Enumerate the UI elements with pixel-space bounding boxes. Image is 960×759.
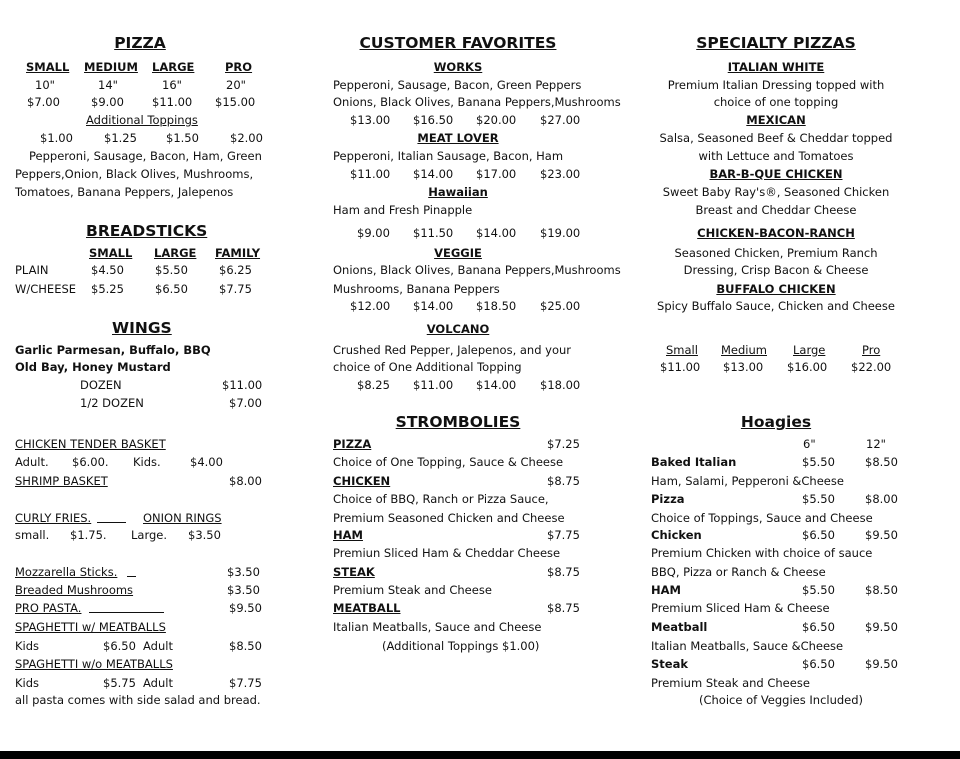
pizza-toppings-line: Peppers,Onion, Black Olives, Mushrooms, [15, 167, 254, 181]
breadsticks-price: $5.25 [91, 282, 124, 296]
specialty-line: Dressing, Crisp Bacon & Cheese [683, 263, 869, 277]
breadsticks-title: BREADSTICKS [86, 222, 208, 240]
veggie-line: Mushrooms, Banana Peppers [333, 282, 500, 296]
spaghetti-with-kids: Kids [15, 639, 40, 653]
hoagie-name: Baked Italian [651, 455, 737, 469]
pizza-inch-large: 16" [162, 78, 182, 92]
specialty-price: $16.00 [787, 360, 828, 374]
hoagie-price-6: $6.50 [802, 528, 835, 542]
pasta-note: all pasta comes with side salad and bread. [15, 693, 261, 707]
meat-lover-price: $17.00 [476, 167, 517, 181]
hoagie-price-12: $9.50 [865, 620, 898, 634]
pizza-size-small: SMALL [26, 60, 70, 74]
pizza-toppings-line: Pepperoni, Sausage, Bacon, Ham, Green [29, 149, 262, 163]
veggie-price: $25.00 [540, 299, 581, 313]
veggie-line: Onions, Black Olives, Banana Peppers,Mushrooms [333, 263, 621, 277]
breadsticks-price: $6.50 [155, 282, 188, 296]
breadsticks-row-label: PLAIN [15, 263, 49, 277]
wings-row-label: 1/2 DOZEN [80, 396, 144, 410]
hoagie-price-12: $8.50 [865, 583, 898, 597]
hoagies-size: 6" [803, 437, 816, 451]
breaded-mushrooms-name: Breaded Mushrooms [15, 583, 134, 597]
hawaiian-name: Hawaiian [428, 185, 488, 199]
spaghetti-with-kids-price: $6.50 [103, 639, 136, 653]
wings-flavors-line: Old Bay, Honey Mustard [15, 360, 171, 374]
stromboli-note: (Additional Toppings $1.00) [382, 639, 540, 653]
mozzarella-underline [127, 576, 136, 577]
hoagies-note: (Choice of Veggies Included) [699, 693, 864, 707]
pizza-add-medium: $1.25 [104, 131, 137, 145]
pizza-price-medium: $9.00 [91, 95, 124, 109]
specialty-price: $13.00 [723, 360, 764, 374]
hoagie-name: Pizza [651, 492, 685, 506]
breadsticks-price: $6.25 [219, 263, 252, 277]
mozzarella-sticks-name: Mozzarella Sticks. [15, 565, 118, 579]
breadsticks-header-large: LARGE [154, 246, 197, 260]
hoagie-name: HAM [651, 583, 681, 597]
veggie-price: $14.00 [413, 299, 454, 313]
specialty-name: BAR-B-QUE CHICKEN [709, 167, 843, 181]
meat-lover-price: $11.00 [350, 167, 391, 181]
specialty-line: Seasoned Chicken, Premium Ranch [674, 246, 878, 260]
hawaiian-price: $19.00 [540, 226, 581, 240]
works-price: $13.00 [350, 113, 391, 127]
breaded-mushrooms-price: $3.50 [227, 583, 260, 597]
works-line: Pepperoni, Sausage, Bacon, Green Peppers [333, 78, 582, 92]
volcano-price: $14.00 [476, 378, 517, 392]
specialty-size: Medium [721, 343, 767, 357]
onion-rings-price: $3.50 [188, 528, 221, 542]
stromboli-name: MEATBALL [333, 601, 401, 615]
pizza-inch-medium: 14" [98, 78, 118, 92]
works-price: $16.50 [413, 113, 454, 127]
spaghetti-without-kids-price: $5.75 [103, 676, 136, 690]
volcano-price: $18.00 [540, 378, 581, 392]
volcano-line: Crushed Red Pepper, Jalepenos, and your [333, 343, 572, 357]
breadsticks-price: $4.50 [91, 263, 124, 277]
stromboli-name: STEAK [333, 565, 375, 579]
pro-pasta-price: $9.50 [229, 601, 262, 615]
hoagies-size: 12" [866, 437, 886, 451]
wings-flavors-line: Garlic Parmesan, Buffalo, BBQ [15, 343, 211, 357]
mozzarella-sticks-price: $3.50 [227, 565, 260, 579]
hawaiian-price: $9.00 [357, 226, 390, 240]
hoagie-price-6: $5.50 [802, 492, 835, 506]
stromboli-price: $7.75 [547, 528, 580, 542]
pizza-additional-label: Additional Toppings [86, 113, 198, 127]
stromboli-desc: Italian Meatballs, Sauce and Cheese [333, 620, 542, 634]
breadsticks-price: $5.50 [155, 263, 188, 277]
stromboli-desc: Premium Seasoned Chicken and Cheese [333, 511, 565, 525]
volcano-price: $11.00 [413, 378, 454, 392]
chicken-tender-kids-label: Kids. [133, 455, 161, 469]
meat-lover-line: Pepperoni, Italian Sausage, Bacon, Ham [333, 149, 564, 163]
pizza-add-pro: $2.00 [230, 131, 263, 145]
hawaiian-line: Ham and Fresh Pinapple [333, 203, 473, 217]
hoagie-desc: BBQ, Pizza or Ranch & Cheese [651, 565, 826, 579]
spaghetti-without-name: SPAGHETTI w/o MEATBALLS [15, 657, 173, 671]
spaghetti-without-kids: Kids [15, 676, 40, 690]
hoagie-name: Meatball [651, 620, 708, 634]
works-price: $27.00 [540, 113, 581, 127]
hoagie-name: Steak [651, 657, 688, 671]
veggie-name: VEGGIE [434, 246, 482, 260]
specialty-line: choice of one topping [713, 95, 839, 109]
breadsticks-header-small: SMALL [89, 246, 133, 260]
pizza-inch-small: 10" [35, 78, 55, 92]
specialty-size: Large [793, 343, 826, 357]
onion-rings-name: ONION RINGS [143, 511, 222, 525]
specialty-line: Salsa, Seasoned Beef & Cheddar topped [659, 131, 893, 145]
hoagie-price-6: $5.50 [802, 583, 835, 597]
pizza-price-large: $11.00 [152, 95, 193, 109]
works-name: WORKS [433, 60, 483, 74]
stromboli-name: HAM [333, 528, 363, 542]
wings-row-label: DOZEN [80, 378, 122, 392]
pizza-size-large: LARGE [152, 60, 195, 74]
works-line: Onions, Black Olives, Banana Peppers,Mushrooms [333, 95, 621, 109]
specialty-line: Spicy Buffalo Sauce, Chicken and Cheese [657, 299, 895, 313]
hoagie-price-12: $9.50 [865, 657, 898, 671]
hoagie-price-12: $8.50 [865, 455, 898, 469]
stromboli-name: CHICKEN [333, 474, 391, 488]
specialty-size: Pro [862, 343, 881, 357]
specialty-name: CHICKEN-BACON-RANCH [697, 226, 855, 240]
pizza-add-large: $1.50 [166, 131, 199, 145]
shrimp-basket-name: SHRIMP BASKET [15, 474, 108, 488]
stromboli-price: $8.75 [547, 565, 580, 579]
pizza-size-medium: MEDIUM [84, 60, 138, 74]
curly-fries-price: $1.75. [70, 528, 107, 542]
specialty-line: Premium Italian Dressing topped with [667, 78, 885, 92]
wings-title: WINGS [112, 319, 172, 337]
stromboli-price: $7.25 [547, 437, 580, 451]
specialty-name: MEXICAN [746, 113, 806, 127]
chicken-tender-adult-label: Adult. [15, 455, 49, 469]
pizza-price-pro: $15.00 [215, 95, 256, 109]
onion-rings-size: Large. [131, 528, 168, 542]
bottom-border [0, 751, 960, 759]
hoagie-desc: Premium Sliced Ham & Cheese [651, 601, 830, 615]
stromboli-name: PIZZA [333, 437, 372, 451]
hoagie-price-12: $8.00 [865, 492, 898, 506]
favorites-title: CUSTOMER FAVORITES [359, 34, 557, 52]
breadsticks-header-family: FAMILY [215, 246, 261, 260]
chicken-tender-name: CHICKEN TENDER BASKET [15, 437, 166, 451]
meat-lover-price: $23.00 [540, 167, 581, 181]
specialty-size: Small [666, 343, 698, 357]
specialty-line: with Lettuce and Tomatoes [698, 149, 854, 163]
hoagie-price-6: $5.50 [802, 455, 835, 469]
spaghetti-without-adult-price: $7.75 [229, 676, 262, 690]
specialty-name: BUFFALO CHICKEN [716, 282, 836, 296]
hoagie-desc: Premium Steak and Cheese [651, 676, 810, 690]
specialty-price: $11.00 [660, 360, 701, 374]
specialty-title: SPECIALTY PIZZAS [696, 34, 856, 52]
curly-fries-size: small. [15, 528, 50, 542]
spaghetti-with-name: SPAGHETTI w/ MEATBALLS [15, 620, 166, 634]
specialty-line: Breast and Cheddar Cheese [695, 203, 857, 217]
stromboli-desc: Premium Steak and Cheese [333, 583, 492, 597]
volcano-price: $8.25 [357, 378, 390, 392]
spaghetti-with-adult-price: $8.50 [229, 639, 262, 653]
curly-fries-name: CURLY FRIES. [15, 511, 92, 525]
specialty-name: ITALIAN WHITE [727, 60, 825, 74]
works-price: $20.00 [476, 113, 517, 127]
hoagie-desc: Premium Chicken with choice of sauce [651, 546, 873, 560]
spaghetti-with-adult: Adult [143, 639, 173, 653]
pizza-add-small: $1.00 [40, 131, 73, 145]
meat-lover-price: $14.00 [413, 167, 454, 181]
volcano-name: VOLCANO [426, 322, 490, 336]
veggie-price: $18.50 [476, 299, 517, 313]
breadsticks-price: $7.75 [219, 282, 252, 296]
stromboli-price: $8.75 [547, 474, 580, 488]
specialty-line: Sweet Baby Ray's®, Seasoned Chicken [662, 185, 890, 199]
breadsticks-row-label: W/CHEESE [15, 282, 77, 296]
pizza-size-pro: PRO [225, 60, 253, 74]
hoagie-price-12: $9.50 [865, 528, 898, 542]
spaghetti-without-adult: Adult [143, 676, 173, 690]
hawaiian-price: $11.50 [413, 226, 454, 240]
pizza-price-small: $7.00 [27, 95, 60, 109]
hoagie-desc: Ham, Salami, Pepperoni &Cheese [651, 474, 844, 488]
volcano-line: choice of One Additional Topping [333, 360, 522, 374]
stromboli-desc: Choice of BBQ, Ranch or Pizza Sauce, [333, 492, 549, 506]
veggie-price: $12.00 [350, 299, 391, 313]
hoagie-desc: Choice of Toppings, Sauce and Cheese [651, 511, 873, 525]
wings-row-price: $11.00 [222, 378, 263, 392]
wings-row-price: $7.00 [229, 396, 262, 410]
hoagie-desc: Italian Meatballs, Sauce &Cheese [651, 639, 844, 653]
pro-pasta-underline [89, 612, 164, 613]
shrimp-basket-price: $8.00 [229, 474, 262, 488]
hoagie-name: Chicken [651, 528, 702, 542]
stromboli-desc: Premiun Sliced Ham & Cheddar Cheese [333, 546, 561, 560]
hoagie-price-6: $6.50 [802, 657, 835, 671]
pro-pasta-name: PRO PASTA. [15, 601, 82, 615]
hoagie-price-6: $6.50 [802, 620, 835, 634]
chicken-tender-adult-price: $6.00. [72, 455, 109, 469]
stromboli-desc: Choice of One Topping, Sauce & Cheese [333, 455, 564, 469]
specialty-price: $22.00 [851, 360, 892, 374]
stromboli-price: $8.75 [547, 601, 580, 615]
pizza-title: PIZZA [114, 34, 166, 52]
meat-lover-name: MEAT LOVER [417, 131, 499, 145]
strombolies-title: STROMBOLIES [395, 413, 521, 431]
hoagies-title: Hoagies [740, 413, 812, 431]
hawaiian-price: $14.00 [476, 226, 517, 240]
curly-fries-underline [97, 522, 126, 523]
pizza-inch-pro: 20" [226, 78, 246, 92]
chicken-tender-kids-price: $4.00 [190, 455, 223, 469]
pizza-toppings-line: Tomatoes, Banana Peppers, Jalepenos [15, 185, 234, 199]
